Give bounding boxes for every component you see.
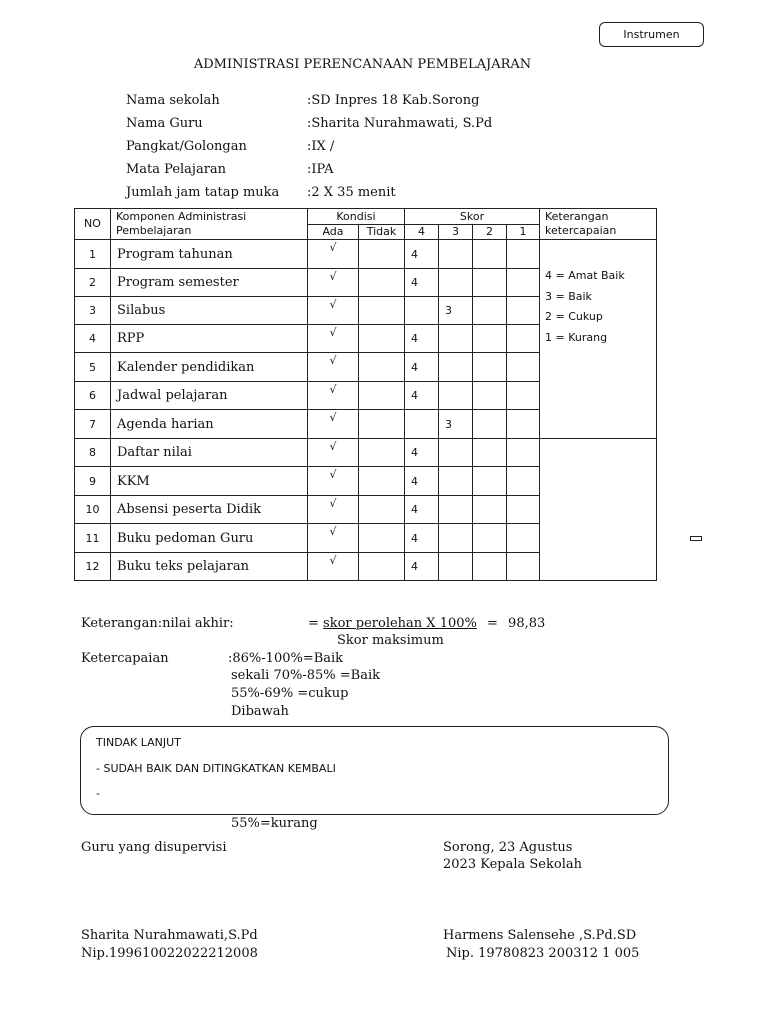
row-skor-4: 4	[405, 240, 439, 269]
nilai-formula	[308, 616, 477, 631]
row-skor-3	[439, 269, 473, 297]
nilai-result	[487, 616, 545, 631]
row-component-name: Program tahunan	[111, 240, 308, 269]
header-ada: Ada	[308, 225, 359, 240]
row-skor-4: 4	[405, 496, 439, 524]
row-skor-1	[507, 240, 540, 269]
row-skor-2	[473, 297, 507, 325]
signature-left-role: Guru yang disupervisi	[81, 840, 227, 855]
tindak-lanjut-line2: -	[96, 787, 100, 800]
row-component-name: Buku teks pelajaran	[111, 553, 308, 581]
row-skor-3	[439, 325, 473, 353]
row-ada-check: √	[308, 439, 359, 467]
row-skor-1	[507, 439, 540, 467]
row-skor-2	[473, 269, 507, 297]
row-tidak-cell	[359, 410, 405, 439]
row-component-name: KKM	[111, 467, 308, 496]
row-skor-3: 3	[439, 297, 473, 325]
table-row	[75, 439, 657, 467]
info-label-mapel: Mata Pelajaran	[126, 162, 227, 177]
header-komponen-line2: Pembelajaran	[116, 224, 192, 237]
row-skor-3	[439, 553, 473, 581]
administration-table	[74, 208, 657, 581]
row-no: 12	[75, 553, 111, 581]
row-skor-3	[439, 439, 473, 467]
header-komponen	[111, 209, 308, 240]
row-component-name: Buku pedoman Guru	[111, 524, 308, 553]
ketercapaian-line3: 55%-69% =cukup	[231, 686, 349, 701]
row-skor-4: 4	[405, 353, 439, 382]
row-ada-check: √	[308, 553, 359, 581]
row-skor-4: 4	[405, 439, 439, 467]
row-skor-1	[507, 382, 540, 410]
nilai-label: Keterangan:nilai akhir:	[81, 616, 234, 631]
legend-item: 2 = Cukup	[545, 310, 603, 323]
row-no: 7	[75, 410, 111, 439]
info-value-pangkat: :IX /	[307, 139, 335, 154]
row-no: 5	[75, 353, 111, 382]
row-component-name: Silabus	[111, 297, 308, 325]
side-marker	[690, 536, 702, 541]
row-component-name: Kalender pendidikan	[111, 353, 308, 382]
legend-item: 4 = Amat Baik	[545, 269, 625, 282]
info-label-sekolah: Nama sekolah	[126, 93, 220, 108]
row-tidak-cell	[359, 467, 405, 496]
row-tidak-cell	[359, 439, 405, 467]
row-component-name: Jadwal pelajaran	[111, 382, 308, 410]
row-component-name: RPP	[111, 325, 308, 353]
signature-right-place: Sorong, 23 Agustus	[443, 840, 573, 855]
row-no: 9	[75, 467, 111, 496]
row-skor-3	[439, 353, 473, 382]
row-skor-2	[473, 439, 507, 467]
row-no: 11	[75, 524, 111, 553]
header-tidak: Tidak	[359, 225, 405, 240]
keterangan-legend	[540, 240, 657, 439]
header-komponen-line1: Komponen Administrasi	[116, 210, 247, 223]
row-tidak-cell	[359, 553, 405, 581]
row-no: 3	[75, 297, 111, 325]
row-skor-3	[439, 524, 473, 553]
row-no: 2	[75, 269, 111, 297]
row-tidak-cell	[359, 353, 405, 382]
row-skor-1	[507, 269, 540, 297]
row-ada-check: √	[308, 467, 359, 496]
row-skor-1	[507, 524, 540, 553]
row-skor-2	[473, 353, 507, 382]
ketercapaian-line4: Dibawah	[231, 704, 289, 719]
ketercapaian-line2: sekali 70%-85% =Baik	[231, 668, 380, 683]
row-ada-check: √	[308, 410, 359, 439]
info-label-pangkat: Pangkat/Golongan	[126, 139, 247, 154]
row-skor-1	[507, 496, 540, 524]
document-title: ADMINISTRASI PERENCANAAN PEMBELAJARAN	[193, 57, 532, 72]
nilai-result-value: 98,83	[508, 616, 546, 631]
row-skor-4: 4	[405, 553, 439, 581]
signature-right-name: Harmens Salensehe ,S.Pd.SD	[443, 928, 637, 943]
row-skor-2	[473, 553, 507, 581]
ketercapaian-label: Ketercapaian	[81, 651, 169, 666]
row-ada-check: √	[308, 240, 359, 269]
row-tidak-cell	[359, 496, 405, 524]
ketercapaian-line1: :86%-100%=Baik	[228, 651, 344, 666]
row-skor-2	[473, 382, 507, 410]
row-skor-3	[439, 240, 473, 269]
tindak-lanjut-line1: - SUDAH BAIK DAN DITINGKATKAN KEMBALI	[96, 762, 336, 775]
header-keterangan-line2: ketercapaian	[545, 224, 617, 237]
row-no: 6	[75, 382, 111, 410]
row-skor-4: 4	[405, 382, 439, 410]
row-ada-check: √	[308, 353, 359, 382]
row-tidak-cell	[359, 240, 405, 269]
header-kondisi: Kondisi	[308, 209, 405, 225]
header-skor-4: 4	[405, 225, 439, 240]
row-skor-3: 3	[439, 410, 473, 439]
row-skor-4	[405, 297, 439, 325]
row-component-name: Absensi peserta Didik	[111, 496, 308, 524]
info-label-jam: Jumlah jam tatap muka	[126, 185, 280, 200]
header-keterangan-line1: Keterangan	[545, 210, 609, 223]
info-value-sekolah: :SD Inpres 18 Kab.Sorong	[307, 93, 480, 108]
row-skor-1	[507, 553, 540, 581]
ketercapaian-tail: 55%=kurang	[231, 816, 318, 831]
row-skor-4: 4	[405, 524, 439, 553]
tindak-lanjut-box	[80, 726, 669, 815]
row-skor-2	[473, 524, 507, 553]
header-skor-3: 3	[439, 225, 473, 240]
legend-item: 3 = Baik	[545, 289, 592, 303]
row-no: 10	[75, 496, 111, 524]
row-tidak-cell	[359, 524, 405, 553]
row-ada-check: √	[308, 496, 359, 524]
row-ada-check: √	[308, 382, 359, 410]
row-skor-3	[439, 496, 473, 524]
header-no: NO	[75, 209, 111, 240]
info-label-guru: Nama Guru	[126, 116, 203, 131]
row-skor-1	[507, 410, 540, 439]
header-skor-1: 1	[507, 225, 540, 240]
row-tidak-cell	[359, 297, 405, 325]
signature-right-role: 2023 Kepala Sekolah	[443, 857, 582, 872]
row-tidak-cell	[359, 382, 405, 410]
info-value-mapel: :IPA	[307, 162, 334, 177]
row-skor-3	[439, 467, 473, 496]
row-skor-1	[507, 467, 540, 496]
nilai-eq: =	[308, 616, 319, 631]
row-ada-check: √	[308, 269, 359, 297]
row-component-name: Agenda harian	[111, 410, 308, 439]
row-ada-check: √	[308, 524, 359, 553]
row-skor-2	[473, 410, 507, 439]
row-no: 8	[75, 439, 111, 467]
legend-item: 1 = Kurang	[545, 330, 608, 344]
row-skor-1	[507, 325, 540, 353]
header-skor: Skor	[405, 209, 540, 225]
nilai-formula-bottom: Skor maksimum	[337, 633, 444, 648]
row-skor-2	[473, 496, 507, 524]
row-skor-2	[473, 325, 507, 353]
row-skor-1	[507, 297, 540, 325]
row-skor-2	[473, 467, 507, 496]
row-ada-check: √	[308, 297, 359, 325]
signature-left-name: Sharita Nurahmawati,S.Pd	[81, 928, 258, 943]
row-skor-4: 4	[405, 467, 439, 496]
row-skor-1	[507, 353, 540, 382]
row-component-name: Daftar nilai	[111, 439, 308, 467]
row-skor-2	[473, 240, 507, 269]
row-skor-4: 4	[405, 269, 439, 297]
row-skor-4	[405, 410, 439, 439]
row-no: 1	[75, 240, 111, 269]
signature-left-nip: Nip.199610022022212008	[81, 946, 258, 961]
row-component-name: Program semester	[111, 269, 308, 297]
row-skor-4: 4	[405, 325, 439, 353]
info-value-guru: :Sharita Nurahmawati, S.Pd	[307, 116, 493, 131]
keterangan-empty-cell	[540, 439, 657, 581]
row-no: 4	[75, 325, 111, 353]
signature-right-nip: Nip. 19780823 200312 1 005	[446, 946, 640, 961]
header-skor-2: 2	[473, 225, 507, 240]
nilai-formula-top: skor perolehan X 100%	[323, 616, 477, 631]
row-skor-3	[439, 382, 473, 410]
table-row	[75, 240, 657, 269]
row-tidak-cell	[359, 325, 405, 353]
tindak-lanjut-title: TINDAK LANJUT	[96, 736, 181, 749]
header-keterangan	[540, 209, 657, 240]
instrumen-badge: Instrumen	[599, 22, 704, 47]
nilai-eq2: =	[487, 616, 498, 631]
row-tidak-cell	[359, 269, 405, 297]
info-value-jam: :2 X 35 menit	[307, 185, 396, 200]
row-ada-check: √	[308, 325, 359, 353]
